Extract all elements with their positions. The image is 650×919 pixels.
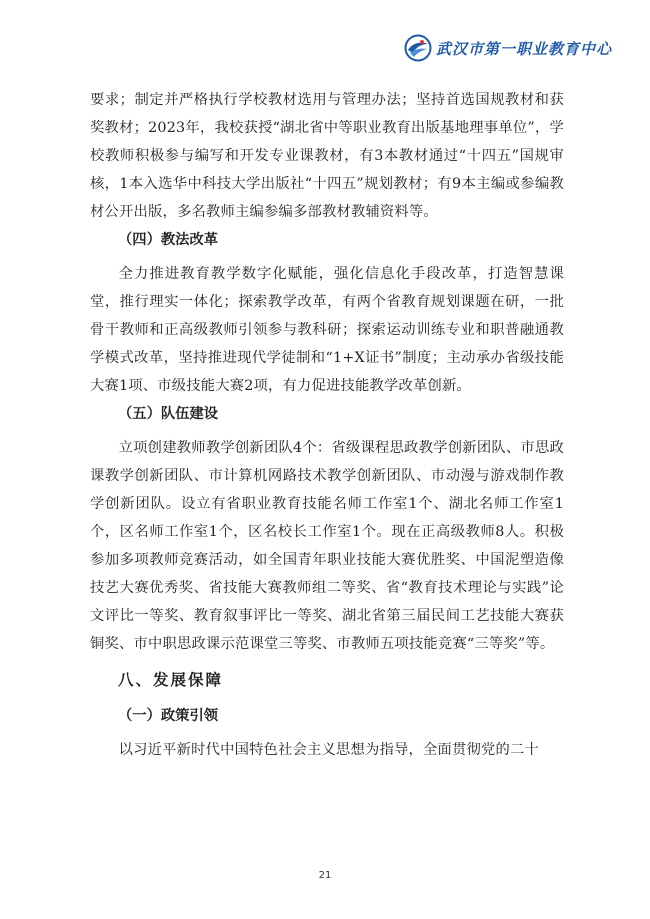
page-number: 21 (318, 870, 332, 881)
school-name: 武汉市第一职业教育中心 (435, 39, 612, 58)
heading-policy-guidance: （一）政策引领 (118, 708, 219, 724)
heading-team-building: （五）队伍建设 (118, 406, 219, 422)
paragraph-team-building: 立项创建教师教学创新团队4个：省级课程思政教学创新团队、市思政课教学创新团队、市计算机网路技术教学创新团队、市动漫与游戏制作教学创新团队。设立有省职业教育技能名师工作室1个、湖北名师工作室1个，区名师工作室1个，区名校长工作室1个。现在正高级教师8人。积极参加多项教师竞赛活动，如全国青年职业技能大赛优胜奖、中国泥塑造像技艺大赛优秀奖、省技能大赛教师组二等奖、省“教育技术理论与实践”论文评比一等奖、教育叙事评比一等奖、湖北省第三届民间工艺技能大赛获铜奖、市中职思政课示范课堂三等奖、市教师五项技能竞赛“三等奖”等。 (90, 440, 564, 652)
document-body (90, 86, 564, 764)
paragraph-policy-guidance: 以习近平新时代中国特色社会主义思想为指导，全面贯彻党的二十 (118, 742, 539, 758)
paragraph-teaching-reform: 全力推进教育教学数字化赋能，强化信息化手段改革，打造智慧课堂，推行理实一体化；探索教学改革，有两个省教育规划课题在研，一批骨干教师和正高级教师引领参与教科研；探索运动训练专业和职普融通教学模式改革，坚持推进现代学徒制和“1+X证书”制度；主动承办省级技能大赛1项、市级技能大赛2项，有力促进技能教学改革创新。 (90, 266, 564, 394)
paragraph-textbooks: 要求；制定并严格执行学校教材选用与管理办法；坚持首选国规教材和获奖教材；2023年，我校获授“湖北省中等职业教育出版基地理事单位”，学校教师积极参与编写和开发专业课教材，有3本教材通过“十四五”国规审核，1本入选华中科技大学出版社“十四五”规划教材；有9本主编或参编教材公开出版，多名教师主编参编多部教材教辅资料等。 (90, 92, 564, 220)
school-emblem-icon (404, 34, 432, 62)
heading-development-guarantee: 八、发展保障 (118, 670, 224, 689)
page-header (404, 34, 612, 62)
heading-teaching-reform: （四）教法改革 (118, 232, 219, 248)
